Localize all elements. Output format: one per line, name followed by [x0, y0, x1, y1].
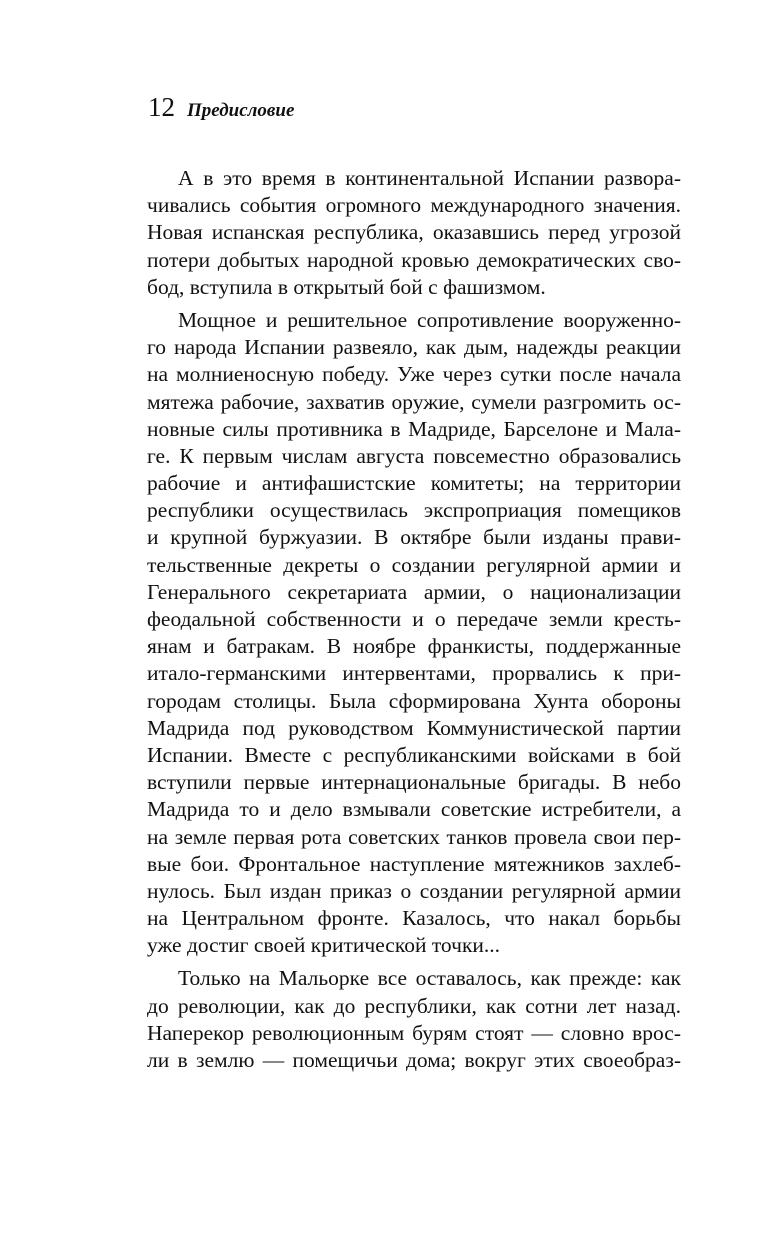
text-line: феодальной собственности и о передаче земли кресть-: [147, 607, 681, 631]
paragraph-1: [147, 165, 681, 301]
text-line: новные силы противника в Мадриде, Барселоне и Мала-: [147, 416, 681, 441]
text-line: бод, вступила в открытый бой с фашизмом.: [147, 274, 546, 299]
text-line: Новая испанская республика, оказавшись перед угрозой: [147, 220, 681, 245]
text-line: на земле первая рота советских танков провела свои пер-: [147, 824, 681, 849]
text-line: на молниеносную победу. Уже через сутки после начала: [147, 362, 681, 387]
text-line: Мадрида под руководством Коммунистической партии: [147, 715, 681, 740]
text-line: тельственные декреты о создании регулярной армии и: [147, 552, 681, 577]
page-number: 12: [148, 92, 175, 122]
text-line: янам и батракам. В ноябре франкисты, поддержанные: [147, 634, 681, 659]
text-line: ли в землю — помещичьи дома; вокруг этих своеобраз-: [147, 1048, 681, 1072]
text-line: Мадрида то и дело взмывали советские истребители, а: [147, 797, 681, 822]
text-line: вые бои. Фронтальное наступление мятежников захлеб-: [147, 851, 681, 876]
text-line: Наперекор революционным бурям стоят — словно врос-: [147, 1020, 681, 1045]
text-line: республики осуществилась экспроприация помещиков: [147, 498, 681, 523]
text-line: ге. К первым числам августа повсеместно образовались: [147, 443, 681, 468]
paragraph-2: [147, 307, 681, 960]
text-line: го народа Испании развеяло, как дым, надежды реакции: [147, 335, 681, 360]
text-line: Мощное и решительное сопротивление вооруженно-: [178, 307, 681, 332]
text-line: Испании. Вместе с республиканскими войсками в бой: [147, 742, 681, 767]
text-line: городам столицы. Была сформирована Хунта обороны: [147, 688, 681, 713]
text-line: мятежа рабочие, захватив оружие, сумели разгромить ос-: [147, 389, 681, 414]
text-line: А в это время в континентальной Испании развора-: [178, 166, 681, 190]
text-line: Только на Мальорке все оставалось, как прежде: как: [178, 966, 681, 991]
text-line: и крупной буржуазии. В октябре были изданы прави-: [147, 525, 681, 550]
text-line: рабочие и антифашистские комитеты; на территории: [147, 471, 681, 496]
text-line: нулось. Был издан приказ о создании регулярной армии: [147, 878, 681, 903]
body-text: [147, 165, 681, 1080]
section-title: Предисловие: [187, 100, 295, 121]
running-head: [148, 92, 294, 123]
text-line: до революции, как до республики, как сотни лет назад.: [147, 993, 681, 1018]
paragraph-3: [147, 965, 681, 1074]
text-line: на Центральном фронте. Казалось, что накал борьбы: [147, 906, 681, 931]
text-line: чивались события огромного международного значения.: [147, 193, 681, 218]
text-line: потери добытых народной кровью демократических сво-: [147, 247, 681, 272]
text-line: вступили первые интернациональные бригады. В небо: [147, 770, 681, 795]
text-line: Генерального секретариата армии, о национализации: [147, 579, 681, 604]
text-line: итало-германскими интервентами, прорвались к при-: [147, 661, 681, 686]
text-line: уже достиг своей критической точки...: [147, 933, 501, 958]
